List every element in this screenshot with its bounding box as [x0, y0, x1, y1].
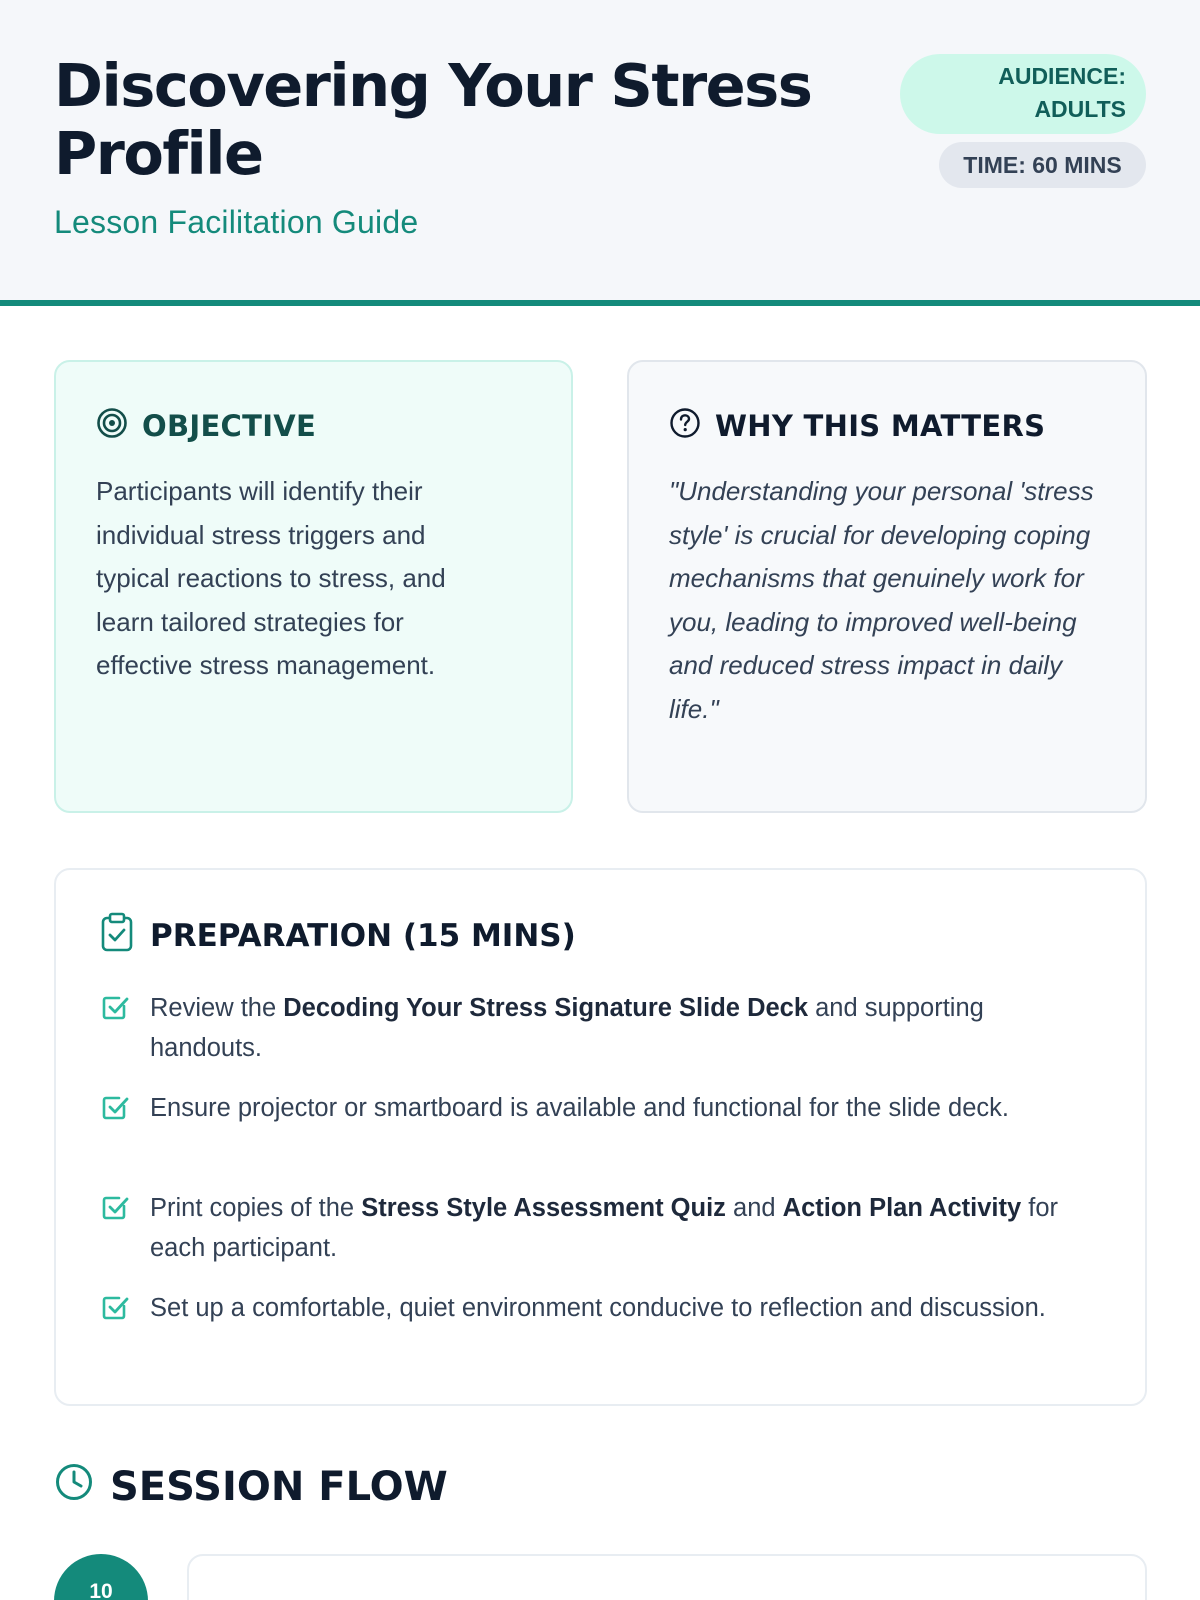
preparation-heading-label: PREPARATION (15 MINS)	[150, 918, 576, 954]
list-item-text: Print copies of the Stress Style Assessment Quiz and Action Plan Activity for each participant.	[150, 1194, 1059, 1262]
list-item	[100, 1288, 1100, 1334]
page-header	[0, 0, 1200, 306]
why-heading-label: WHY THIS MATTERS	[715, 409, 1046, 443]
list-item-text: Ensure projector or smartboard is available and functional for the slide deck.	[150, 1094, 1009, 1122]
page-title: Discovering Your Stress Profile	[54, 51, 812, 188]
objective-text: Participants will identify their individual stress triggers and typical reactions to stress, and learn tailored strategies for effective stress management.	[96, 476, 446, 680]
checkbox-checked-icon	[100, 1092, 130, 1134]
list-item-text: Review the Decoding Your Stress Signature Slide Deck and supporting handouts.	[150, 994, 984, 1062]
step-duration-badge: 10	[54, 1554, 148, 1600]
list-item-text: Set up a comfortable, quiet environment conducive to reflection and discussion.	[150, 1294, 1046, 1322]
clock-icon	[54, 1462, 110, 1512]
why-this-matters-card	[627, 360, 1147, 813]
why-quote: "Understanding your personal 'stress style' is crucial for developing coping mechanisms that genuinely work for you, leading to improved well-being and reduced stress impact in daily life."	[669, 476, 1094, 724]
session-flow-label: SESSION FLOW	[110, 1464, 448, 1510]
audience-badge: AUDIENCE: ADULTS	[900, 54, 1146, 134]
time-badge: TIME: 60 MINS	[939, 142, 1146, 188]
question-circle-icon	[669, 407, 715, 446]
checkbox-checked-icon	[100, 1192, 130, 1234]
objective-heading	[96, 406, 316, 446]
clipboard-check-icon	[100, 912, 150, 960]
target-icon	[96, 407, 142, 446]
checkbox-checked-icon	[100, 1292, 130, 1334]
objective-card	[54, 360, 573, 813]
list-item	[100, 988, 1100, 1068]
checkbox-checked-icon	[100, 992, 130, 1034]
objective-heading-label: OBJECTIVE	[142, 409, 317, 443]
why-heading	[669, 406, 1045, 446]
list-item	[100, 1188, 1100, 1268]
preparation-heading	[100, 914, 576, 958]
session-step-card	[187, 1554, 1147, 1600]
session-flow-heading	[54, 1462, 448, 1512]
list-item	[100, 1088, 1100, 1134]
preparation-card	[54, 868, 1147, 1406]
page-subtitle: Lesson Facilitation Guide	[54, 204, 419, 240]
